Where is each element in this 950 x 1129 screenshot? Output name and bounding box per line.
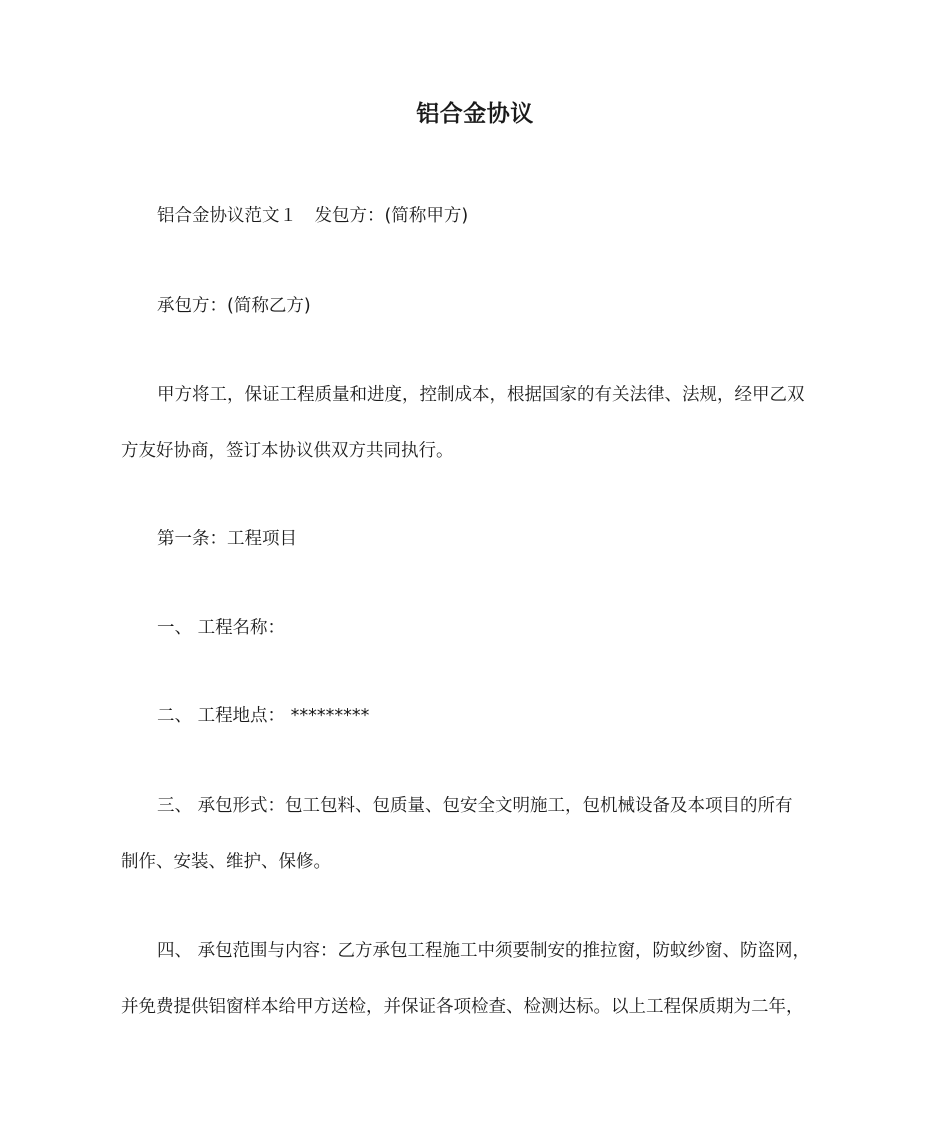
- paragraph-preamble: [121, 367, 833, 479]
- paragraph-project-name: [121, 600, 833, 656]
- paragraph-line: 四、 承包范围与内容：乙方承包工程施工中须要制安的推拉窗，防蚊纱窗、防盗网，: [157, 941, 811, 961]
- paragraph-intro: [121, 188, 833, 244]
- document-title: 铝合金协议: [416, 101, 534, 127]
- paragraph-contract-form: [121, 778, 833, 890]
- paragraph-line: 承包方：(简称乙方): [157, 296, 311, 316]
- paragraph-contract-scope: [121, 923, 833, 1035]
- paragraph-line: 方友好协商，签订本协议供双方共同执行。: [121, 441, 454, 461]
- paragraph-line: 三、 承包形式：包工包料、包质量、包安全文明施工，包机械设备及本项目的所有: [157, 796, 793, 816]
- paragraph-line: 铝合金协议范文１ 发包方：(简称甲方): [157, 206, 469, 226]
- paragraph-line: 甲方将工，保证工程质量和进度，控制成本，根据国家的有关法律、法规，经甲乙双: [157, 385, 805, 405]
- paragraph-article-one: [121, 511, 833, 567]
- paragraph-line: 第一条：工程项目: [157, 529, 297, 549]
- paragraph-line: 二、 工程地点： *********: [157, 706, 370, 726]
- paragraph-contractor: [121, 278, 833, 334]
- paragraph-line: 制作、安装、维护、保修。: [121, 852, 331, 872]
- paragraph-project-location: [121, 688, 833, 744]
- paragraph-line: 并免费提供铝窗样本给甲方送检，并保证各项检查、检测达标。以上工程保质期为二年，: [121, 997, 804, 1017]
- paragraph-line: 一、 工程名称：: [157, 618, 286, 638]
